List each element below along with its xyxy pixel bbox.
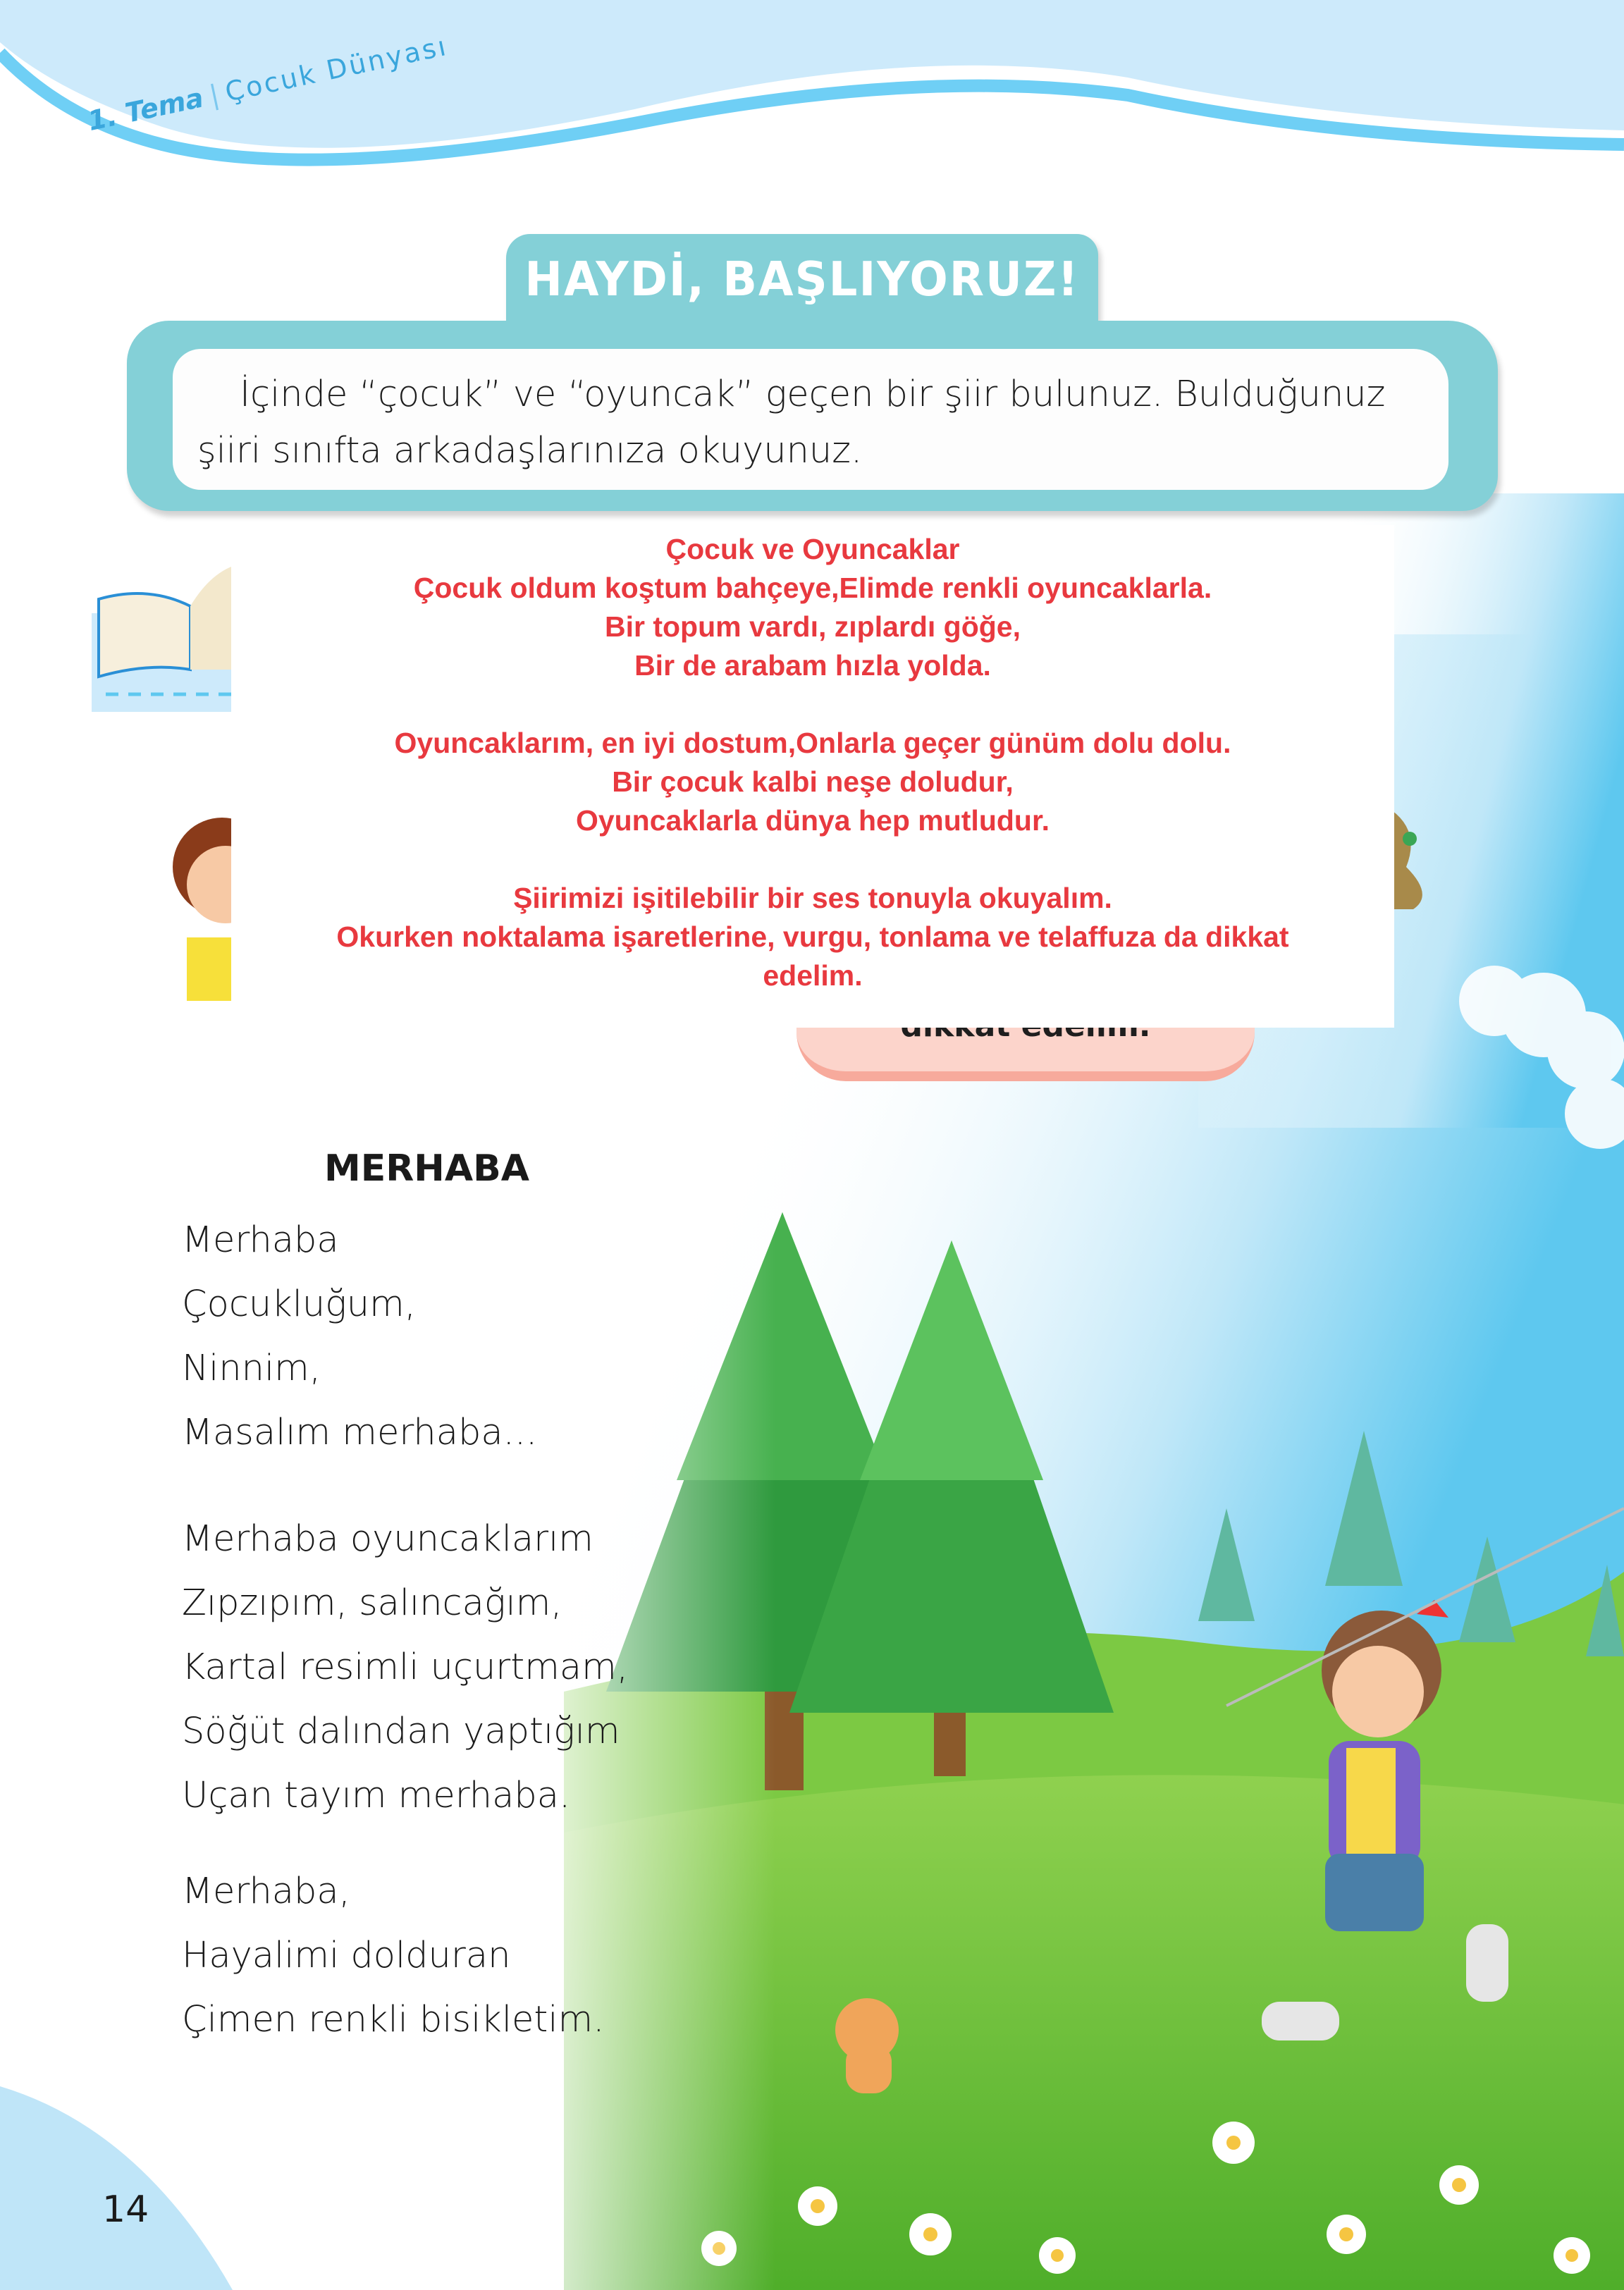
poem-line: Kartal resimli uçurtmam,	[182, 1646, 629, 1688]
overlay-line: Bir de arabam hızla yolda.	[634, 649, 991, 682]
poem-title: MERHABA	[324, 1147, 529, 1190]
girl-peek-illustration	[1392, 789, 1470, 959]
stanza-gap	[182, 1465, 628, 1507]
poem-line: Çimen renkli bisikletim.	[182, 1999, 605, 2040]
open-book-icon	[92, 557, 240, 719]
overlay-line: Oyuncaklarım, en iyi dostum,Onlarla geçer günüm dolu dolu.	[394, 727, 1231, 759]
poem-line: Ninnim,	[182, 1348, 321, 1389]
overlay-line: Çocuk oldum koştum bahçeye,Elimde renkli oyuncaklarla.	[413, 572, 1212, 604]
page-number: 14	[102, 2189, 149, 2231]
poem-line: Uçan tayım merhaba.	[182, 1775, 571, 1816]
theme-separator: |	[207, 78, 222, 111]
poem-line: Hayalimi dolduran	[182, 1935, 511, 1976]
overlay-line: Bir topum vardı, zıplardı göğe,	[605, 610, 1021, 643]
poem-line: Masalım merhaba...	[182, 1412, 538, 1453]
poem-line: Merhaba,	[182, 1871, 350, 1912]
activity-instruction: İçinde “çocuk” ve “oyuncak” geçen bir şiir bulunuz. Bulduğunuz şiiri sınıfta arkadaşlarınıza okuyunuz.	[197, 374, 1386, 472]
theme-name: Çocuk Dünyası	[222, 30, 450, 108]
poem-line: Zıpzıpım, salıncağım,	[182, 1582, 562, 1624]
boy-illustration	[159, 818, 236, 1001]
overlay-line: Bir çocuk kalbi neşe doludur,	[612, 765, 1014, 798]
overlay-instruction: Okurken noktalama işaretlerine, vurgu, tonlama ve telaffuza da dikkat	[336, 921, 1289, 953]
overlay-instruction: Şiirimizi işitilebilir bir ses tonuyla okuyalım.	[513, 882, 1112, 914]
poem-line: Çocukluğum,	[182, 1283, 417, 1325]
overlay-blank	[231, 685, 1394, 724]
activity-title: HAYDİ, BAŞLIYORUZ!	[524, 252, 1080, 307]
overlay-poem	[231, 530, 1394, 995]
stanza-gap	[182, 1828, 628, 1859]
poem-line: Söğüt dalından yaptığım	[182, 1711, 620, 1752]
theme-number: 1. Tema	[85, 82, 207, 137]
overlay-blank	[231, 840, 1394, 879]
poem-body	[182, 1208, 628, 2052]
overlay-instruction: edelim.	[763, 959, 863, 992]
overlay-title: Çocuk ve Oyuncaklar	[665, 533, 960, 565]
poem-line: Merhaba	[182, 1219, 339, 1261]
overlay-line: Oyuncaklarla dünya hep mutludur.	[575, 804, 1050, 837]
poem-line: Merhaba oyuncaklarım	[182, 1518, 593, 1560]
